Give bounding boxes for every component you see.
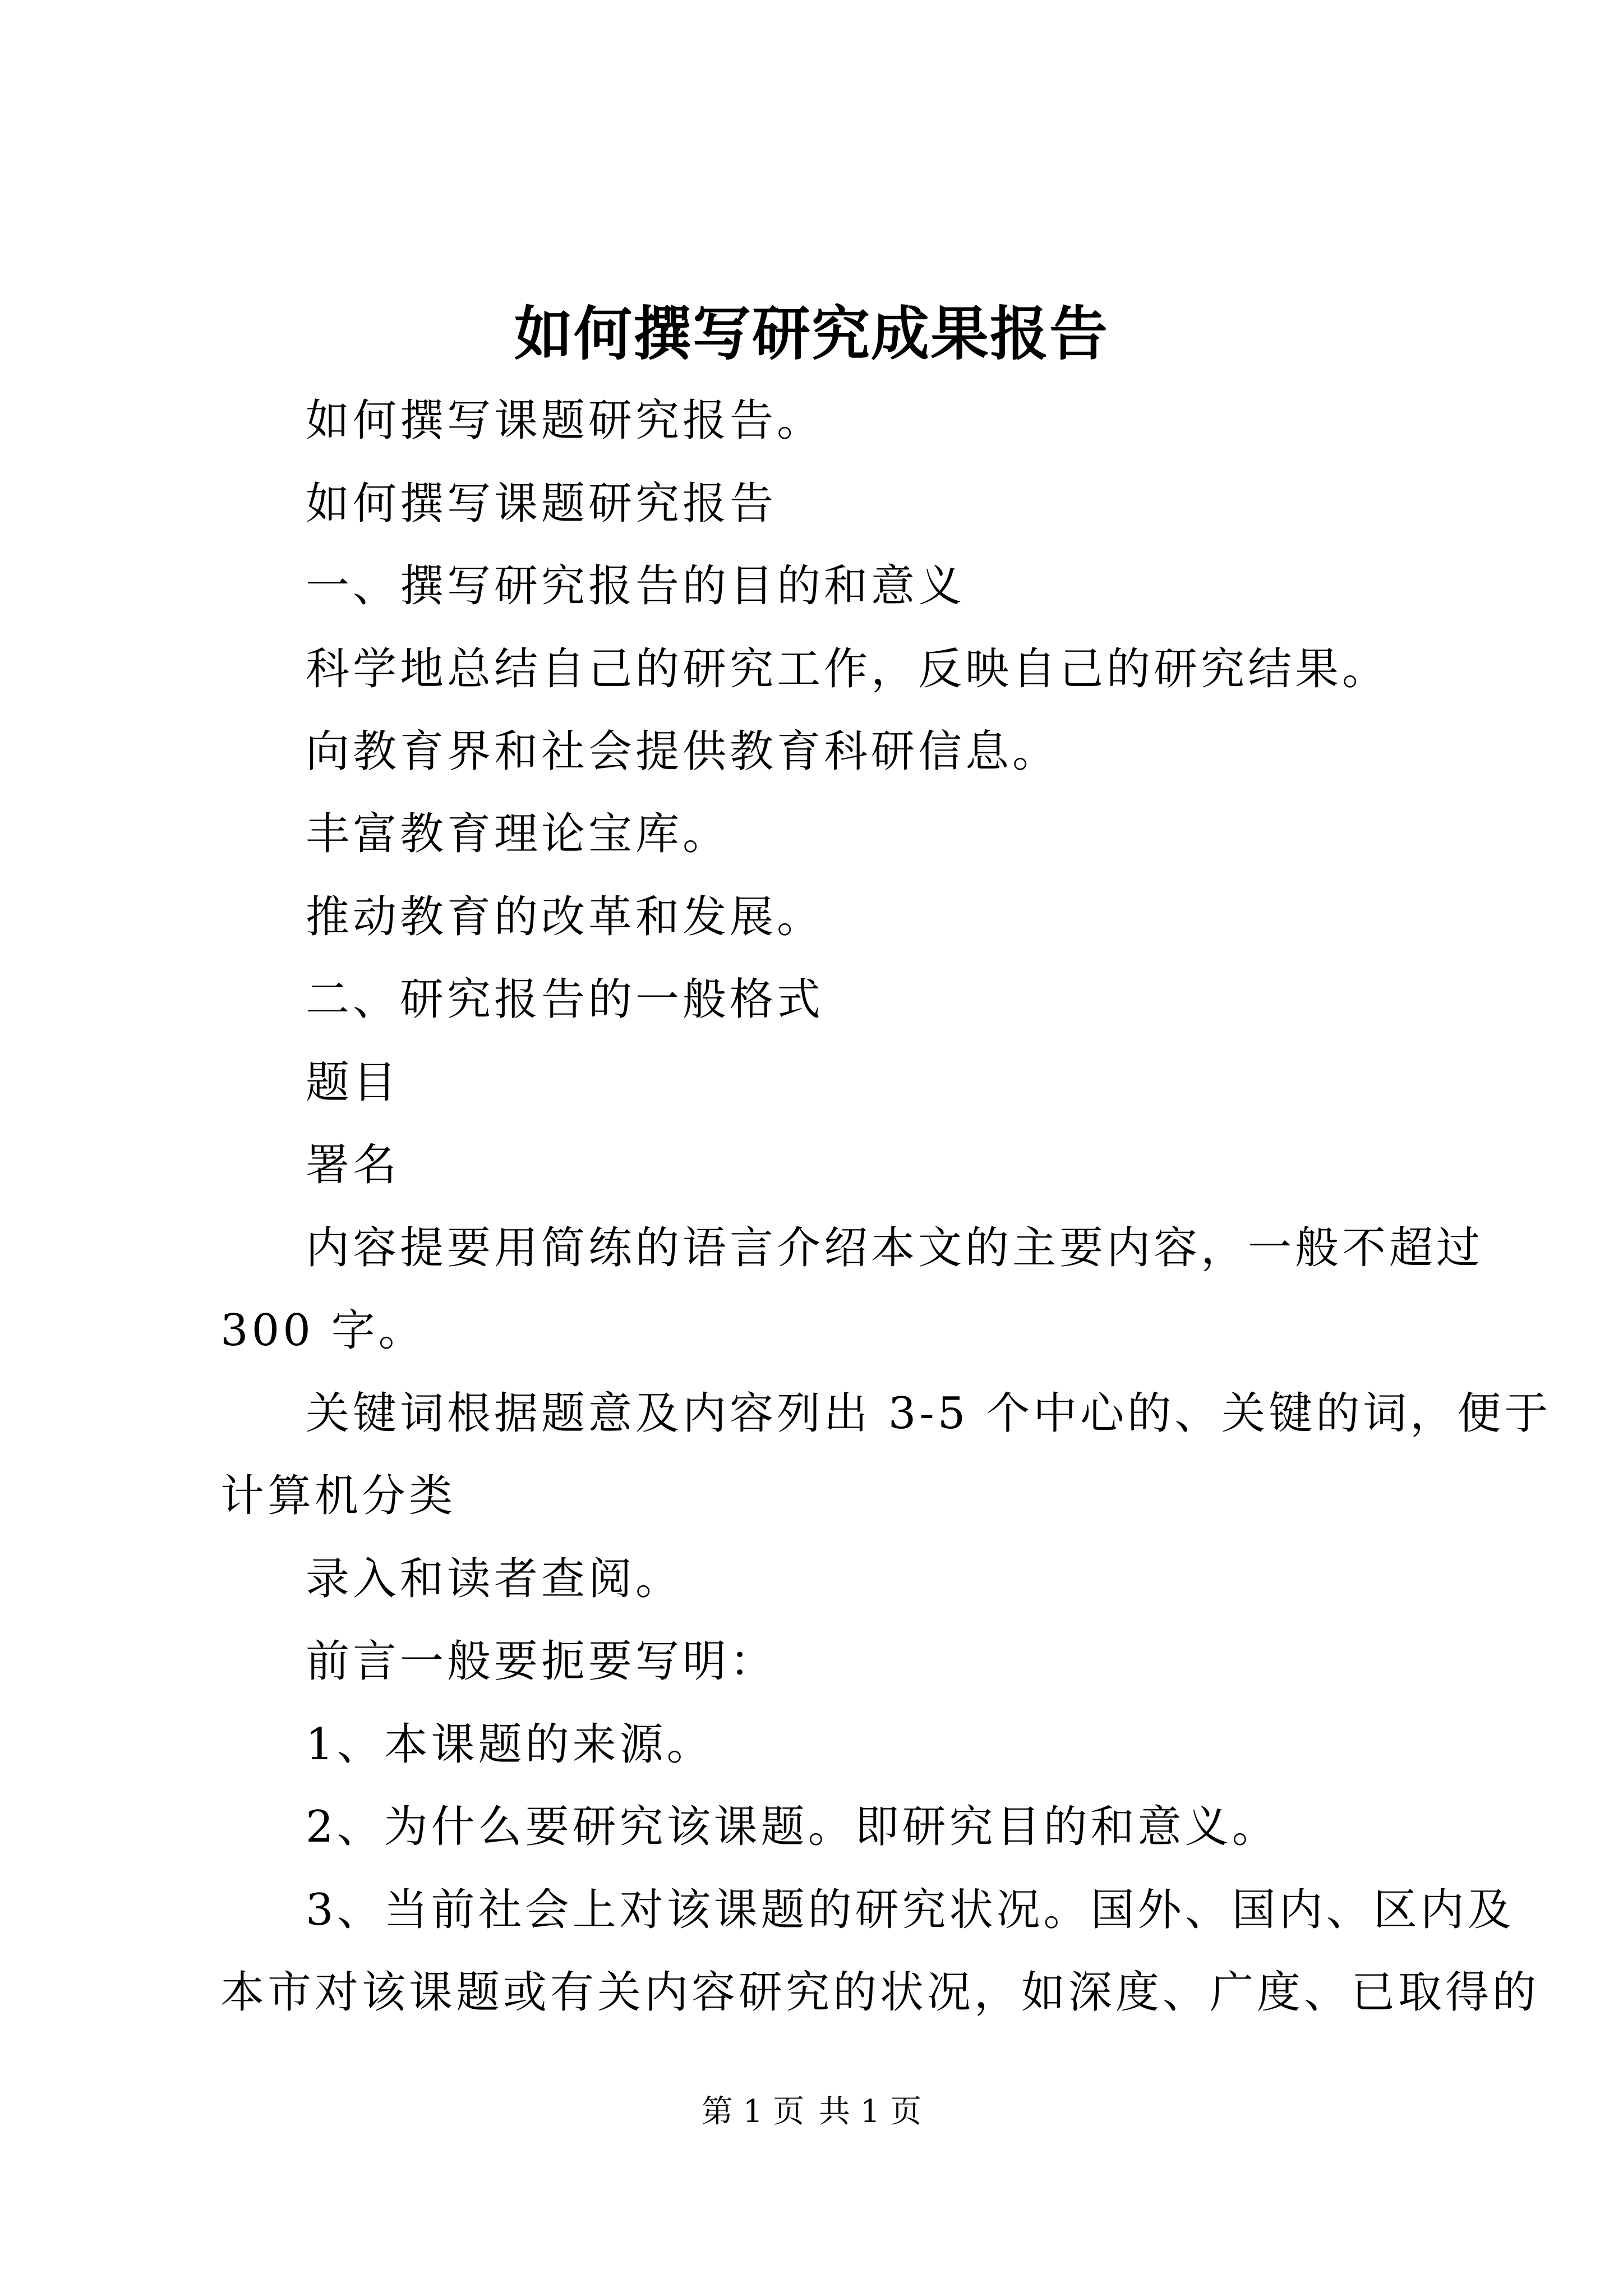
paragraph-line: 300 字。 — [220, 1305, 426, 1356]
paragraph-line: 推动教育的改革和发展。 — [306, 892, 824, 942]
page-footer — [0, 2087, 1623, 2137]
page-total: 共 1 页 — [818, 2093, 922, 2130]
document-title: 如何撰写研究成果报告 — [514, 299, 1109, 368]
section-heading: 二、研究报告的一般格式 — [306, 974, 824, 1025]
paragraph-line: 丰富教育理论宝库。 — [306, 809, 730, 859]
paragraph-line: 前言一般要扼要写明： — [306, 1636, 777, 1687]
paragraph-line: 关键词根据题意及内容列出 3-5 个中心的、关键的词，便于 — [306, 1388, 1552, 1439]
paragraph-line: 本市对该课题或有关内容研究的状况，如深度、广度、已取得的 — [220, 1967, 1540, 2018]
paragraph-line: 3、当前社会上对该课题的研究状况。国外、国内、区内及 — [306, 1885, 1515, 1935]
paragraph-line: 向教育界和社会提供教育科研信息。 — [306, 726, 1060, 777]
page-number: 第 1 页 — [701, 2093, 805, 2130]
paragraph-line: 2、为什么要研究该课题。即研究目的和意义。 — [306, 1802, 1279, 1852]
section-heading: 一、撰写研究报告的目的和意义 — [306, 561, 966, 611]
paragraph-line: 1、本课题的来源。 — [306, 1719, 714, 1770]
paragraph-line: 录入和读者查阅。 — [306, 1554, 683, 1604]
paragraph-line: 如何撰写课题研究报告 — [306, 478, 777, 529]
paragraph-line: 署名 — [306, 1140, 400, 1190]
paragraph-line: 题目 — [306, 1057, 400, 1108]
paragraph-line: 如何撰写课题研究报告。 — [306, 395, 824, 446]
paragraph-line: 计算机分类 — [220, 1471, 457, 1521]
paragraph-line: 内容提要用简练的语言介绍本文的主要内容，一般不超过 — [306, 1223, 1484, 1273]
paragraph-line: 科学地总结自己的研究工作，反映自己的研究结果。 — [306, 644, 1390, 694]
